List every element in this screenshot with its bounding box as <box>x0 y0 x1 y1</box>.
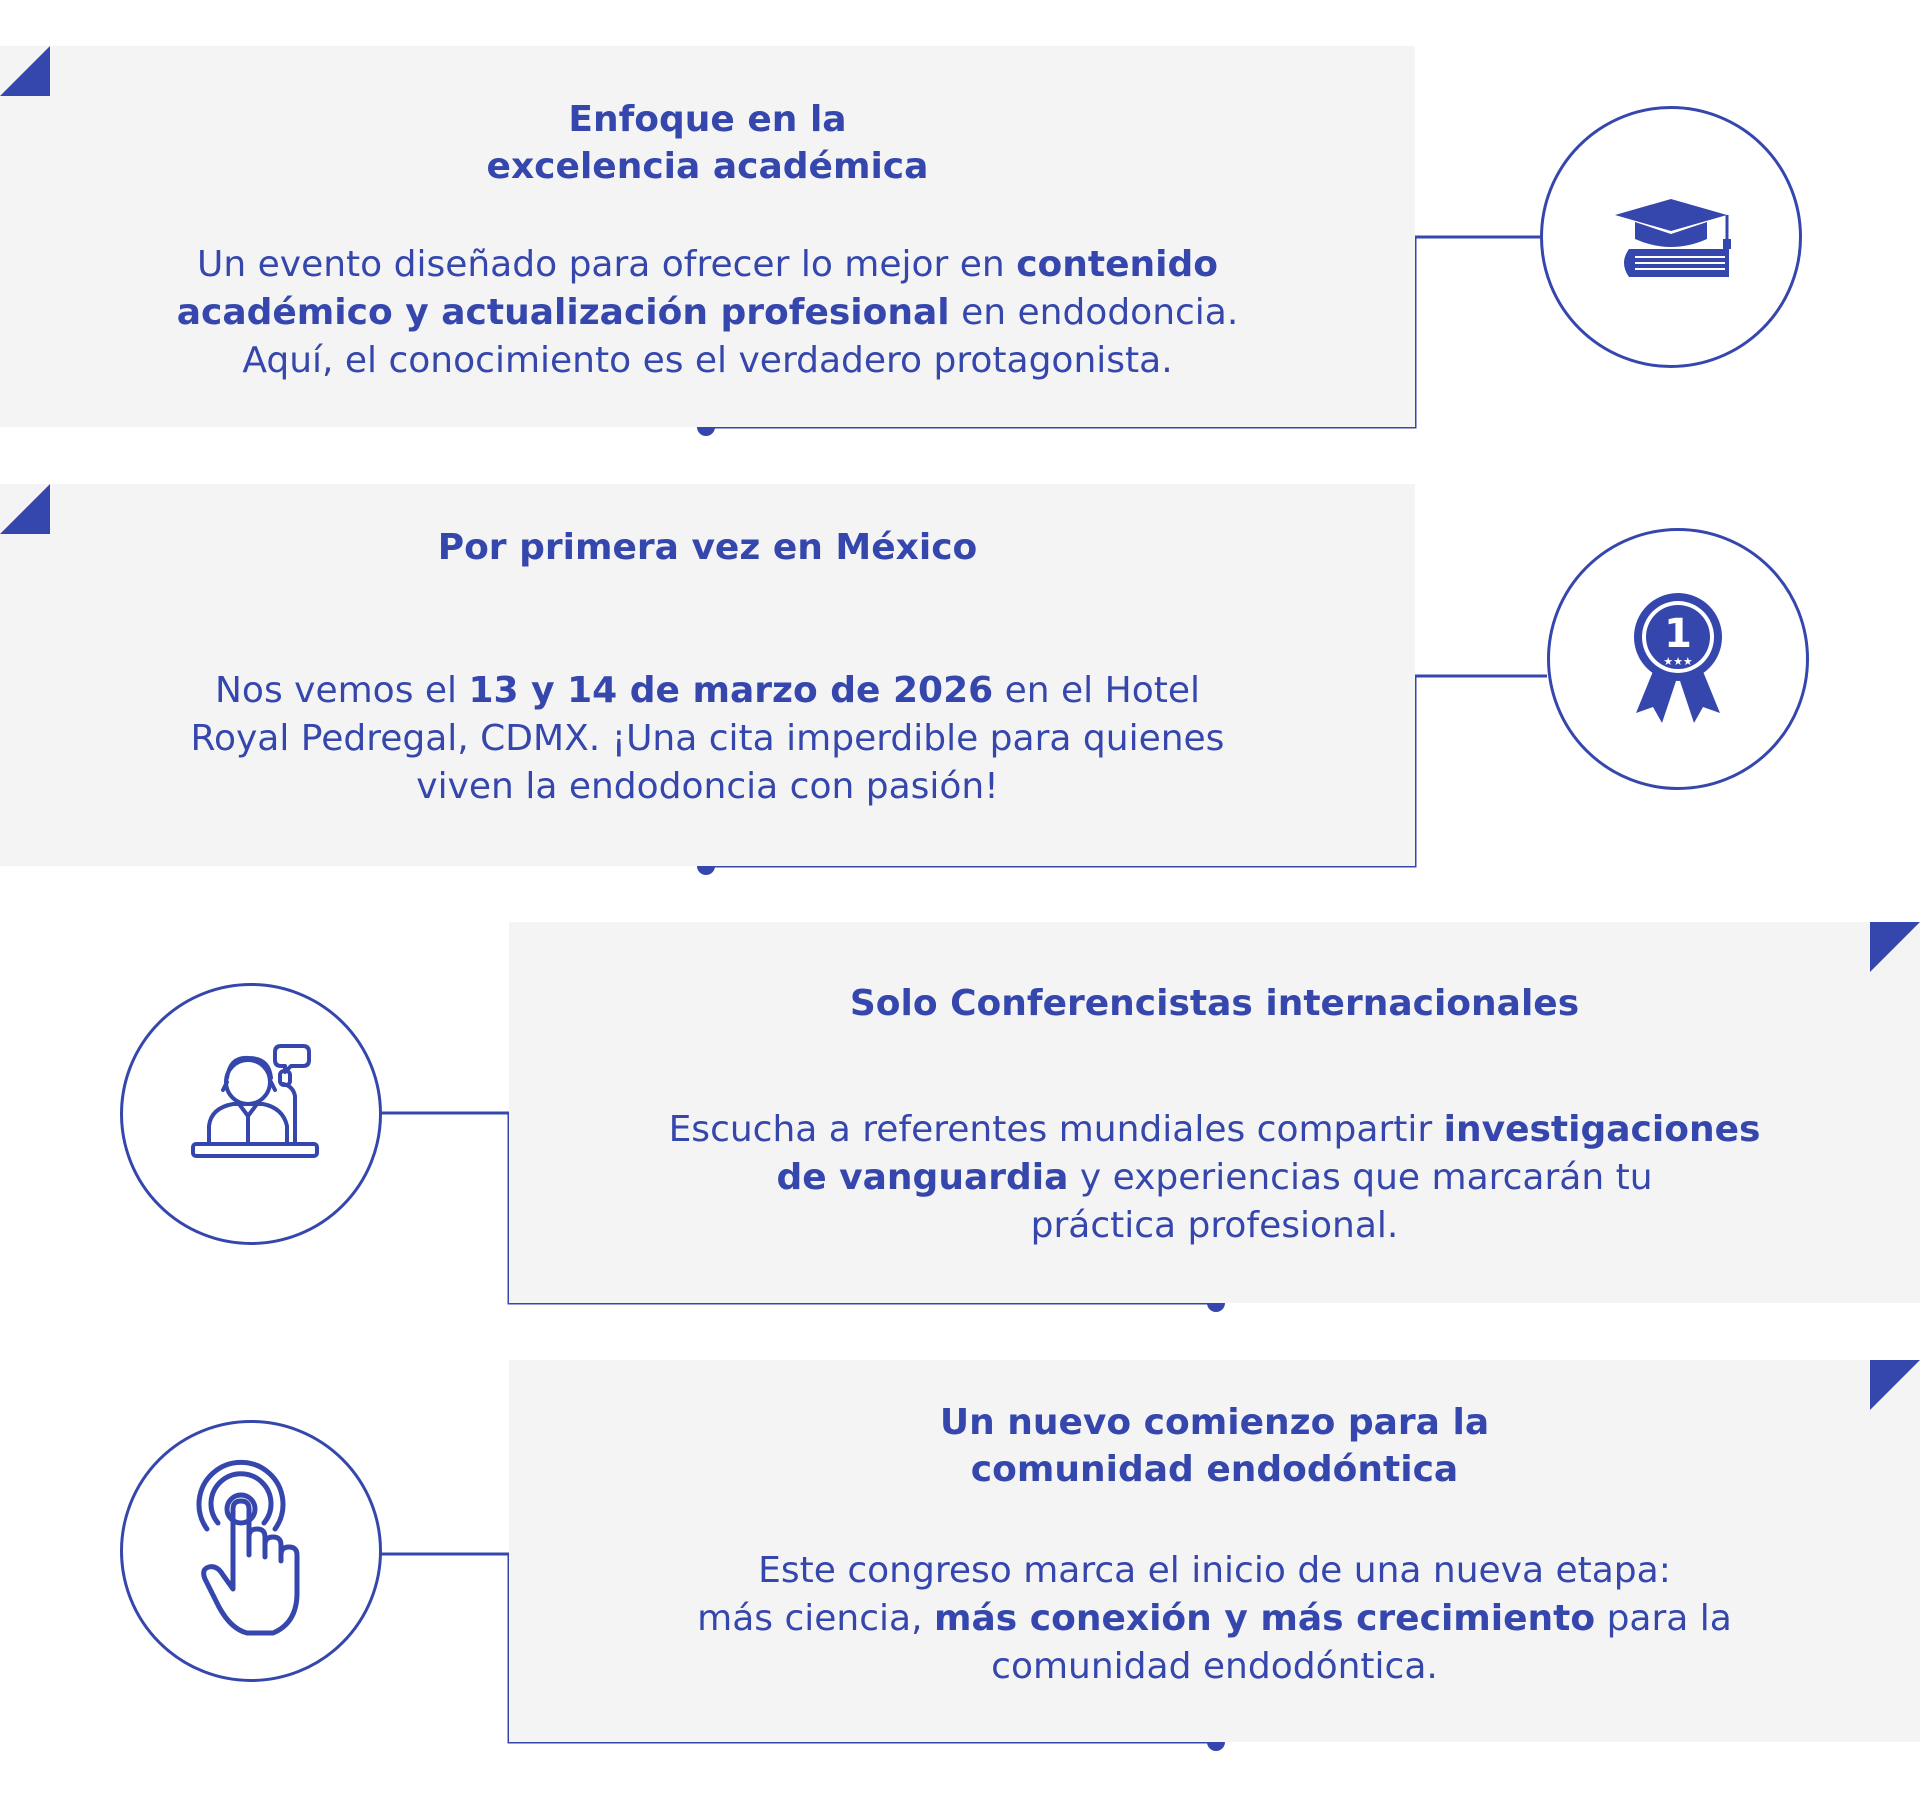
body-bold-text: investigaciones <box>1443 1109 1761 1150</box>
icon-circle <box>120 983 382 1245</box>
body-text: comunidad endodóntica. <box>991 1646 1438 1687</box>
body-text: viven la endodoncia con pasión! <box>416 766 999 807</box>
body-text: Aquí, el conocimiento es el verdadero protagonista. <box>242 340 1173 381</box>
body-text: y experiencias que marcarán tu <box>1068 1157 1653 1198</box>
body-text: para la <box>1595 1598 1732 1639</box>
body-text: en el Hotel <box>993 670 1200 711</box>
icon-circle <box>120 1420 382 1682</box>
body-text: práctica profesional. <box>1030 1205 1399 1246</box>
body-text: Escucha a referentes mundiales compartir <box>668 1109 1444 1150</box>
card-title-line: excelencia académica <box>486 146 929 187</box>
card-title-line: Un nuevo comienzo para la <box>939 1402 1490 1443</box>
body-text: más ciencia, <box>697 1598 934 1639</box>
touch-hand-icon <box>123 1423 379 1679</box>
feature-card-first-time-mexico <box>0 484 1415 866</box>
card-title-line: Enfoque en la <box>568 99 847 140</box>
feature-card-academic-excellence <box>0 46 1415 427</box>
body-text: Nos vemos el <box>215 670 469 711</box>
body-bold-text: académico y actualización profesional <box>176 292 950 333</box>
graduation-cap-book-icon <box>1543 109 1799 365</box>
body-bold-text: más conexión y más crecimiento <box>933 1598 1596 1639</box>
card-body <box>509 1547 1920 1691</box>
feature-card-international-speakers <box>509 922 1920 1303</box>
card-title <box>509 1399 1920 1493</box>
corner-triangle <box>1870 922 1920 972</box>
svg-text:1: 1 <box>1664 611 1692 657</box>
card-body <box>0 667 1415 811</box>
speaker-at-podium-icon <box>123 986 379 1242</box>
body-bold-text: contenido <box>1016 244 1218 285</box>
card-title <box>0 96 1415 190</box>
icon-circle <box>1547 528 1809 790</box>
card-body <box>509 1106 1920 1250</box>
feature-card-new-beginning <box>509 1360 1920 1742</box>
body-bold-text: de vanguardia <box>776 1157 1069 1198</box>
card-title: Por primera vez en México <box>437 527 978 568</box>
body-bold-text: 13 y 14 de marzo de 2026 <box>468 670 994 711</box>
icon-circle <box>1540 106 1802 368</box>
card-title-line: comunidad endodóntica <box>970 1449 1459 1490</box>
body-text: Royal Pedregal, CDMX. ¡Una cita imperdible para quienes <box>190 718 1225 759</box>
body-text: Este congreso marca el inicio de una nueva etapa: <box>758 1550 1671 1591</box>
card-title: Solo Conferencistas internacionales <box>849 983 1580 1024</box>
body-text: en endodoncia. <box>949 292 1239 333</box>
card-body <box>0 241 1415 385</box>
corner-triangle <box>0 46 50 96</box>
first-place-medal-icon <box>1550 531 1806 787</box>
body-text: Un evento diseñado para ofrecer lo mejor en <box>197 244 1017 285</box>
svg-text:★★★: ★★★ <box>1663 655 1693 668</box>
